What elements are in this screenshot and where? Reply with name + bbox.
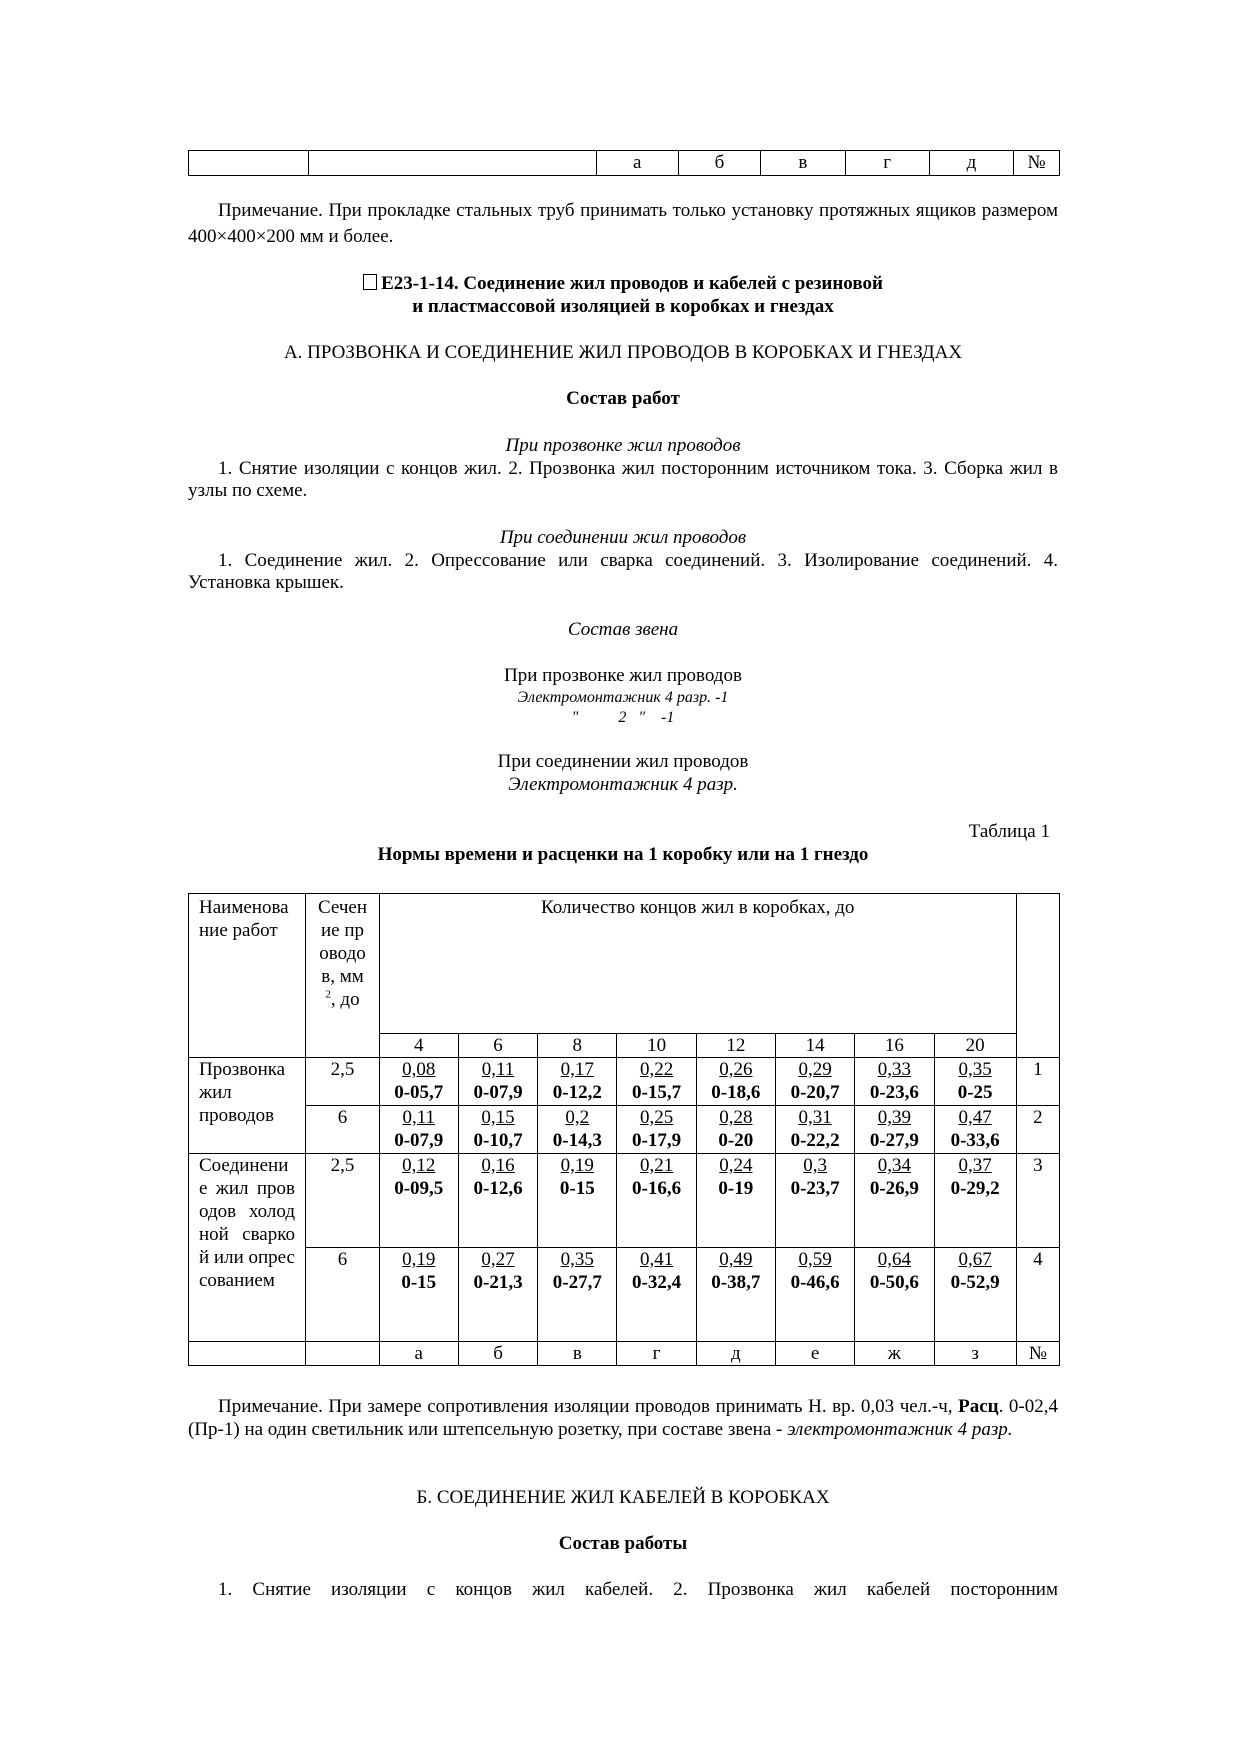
footer-cell: з xyxy=(934,1342,1016,1366)
value-cell: 0,39 0-27,9 xyxy=(855,1106,934,1154)
value-cell: 0,26 0-18,6 xyxy=(696,1058,775,1106)
value-cell: 0,24 0-19 xyxy=(696,1154,775,1248)
table-cell: в xyxy=(761,151,845,176)
table-cell: д xyxy=(929,151,1013,176)
value-cell: 0,27 0-21,3 xyxy=(458,1248,537,1342)
footer-cell xyxy=(189,1342,306,1366)
table-cell: г xyxy=(845,151,929,176)
group-name-checking: Прозвонка жил проводов xyxy=(189,1058,306,1154)
table-cell xyxy=(308,151,596,176)
crew-checking-line1: Электромонтажник 4 разр. -1 xyxy=(517,689,729,706)
table-row xyxy=(189,1248,1060,1342)
value-cell: 0,19 0-15 xyxy=(538,1154,617,1248)
crew-joining-line1: Электромонтажник 4 разр. xyxy=(508,774,738,795)
subheading-checking: При прозвонке жил проводов xyxy=(505,435,741,456)
table-cell xyxy=(189,151,309,176)
count-cell: 6 xyxy=(458,1034,537,1058)
header-count-span: Количество концов жил в коробках, до xyxy=(379,894,1016,1034)
value-cell: 0,34 0-26,9 xyxy=(855,1154,934,1248)
count-cell: 14 xyxy=(775,1034,854,1058)
value-cell: 0,29 0-20,7 xyxy=(775,1058,854,1106)
row-number-cell: 4 xyxy=(1016,1248,1059,1342)
section-cell: 2,5 xyxy=(306,1058,379,1106)
header-work-name: Наименование работ xyxy=(189,894,306,1058)
value-cell: 0,37 0-29,2 xyxy=(934,1154,1016,1248)
table-cell: б xyxy=(678,151,760,176)
section-marker-icon xyxy=(363,274,377,290)
value-cell: 0,35 0-27,7 xyxy=(538,1248,617,1342)
part-b-steps: 1. Снятие изоляции с концов жил кабелей. 2. Прозвонка жил кабелей посторонним xyxy=(218,1579,1058,1600)
note-insulation: Примечание. При замере сопротивления изоляции проводов принимать Н. вр. 0,03 чел.-ч, Расц. 0-02,4 (Пр-1) на один светильник или штепсельную розетку, при составе звена - электромонтажник 4 разр. xyxy=(188,1396,1059,1440)
value-cell: 0,08 0-05,7 xyxy=(379,1058,458,1106)
footer-cell: ж xyxy=(855,1342,934,1366)
part-b-work-heading: Состав работы xyxy=(558,1533,688,1554)
value-cell: 0,59 0-46,6 xyxy=(775,1248,854,1342)
value-cell: 0,33 0-23,6 xyxy=(855,1058,934,1106)
value-cell: 0,2 0-14,3 xyxy=(538,1106,617,1154)
value-cell: 0,19 0-15 xyxy=(379,1248,458,1342)
crew-checking-line2: " 2 " -1 xyxy=(571,709,675,726)
header-cross-section: Сечение проводов, $мм^2$, до xyxy=(306,894,379,1058)
count-cell: 20 xyxy=(934,1034,1016,1058)
value-cell: 0,16 0-12,6 xyxy=(458,1154,537,1248)
value-cell: 0,47 0-33,6 xyxy=(934,1106,1016,1154)
value-cell: 0,25 0-17,9 xyxy=(617,1106,696,1154)
table-row xyxy=(189,151,1060,176)
footer-cell: д xyxy=(696,1342,775,1366)
part-a-heading: А. ПРОЗВОНКА И СОЕДИНЕНИЕ ЖИЛ ПРОВОДОВ В КОРОБКАХ И ГНЕЗДАХ xyxy=(283,342,963,363)
norms-table xyxy=(188,893,1060,1366)
section-cell: 6 xyxy=(306,1248,379,1342)
table-title: Нормы времени и расценки на 1 коробку или на 1 гнездо xyxy=(377,844,869,865)
value-cell: 0,67 0-52,9 xyxy=(934,1248,1016,1342)
value-cell: 0,17 0-12,2 xyxy=(538,1058,617,1106)
value-cell: 0,21 0-16,6 xyxy=(617,1154,696,1248)
footer-cell: е xyxy=(775,1342,854,1366)
subheading-joining: При соединении жил проводов xyxy=(499,527,747,548)
value-cell: 0,11 0-07,9 xyxy=(379,1106,458,1154)
table-row xyxy=(189,1154,1060,1248)
table-cell: а xyxy=(596,151,678,176)
footer-cell: г xyxy=(617,1342,696,1366)
section-cell: 6 xyxy=(306,1106,379,1154)
note-steel-pipes: Примечание. При прокладке стальных труб принимать только установку протяжных ящиков размером 400×400×200 мм и более. xyxy=(188,200,1058,247)
value-cell: 0,31 0-22,2 xyxy=(775,1106,854,1154)
value-cell: 0,49 0-38,7 xyxy=(696,1248,775,1342)
crew-heading: Состав звена xyxy=(567,619,679,640)
count-cell: 12 xyxy=(696,1034,775,1058)
table-label: Таблица 1 xyxy=(968,821,1050,842)
footer-cell: № xyxy=(1016,1342,1059,1366)
steps-checking: 1. Снятие изоляции с концов жил. 2. Прозвонка жил посторонним источником тока. 3. Сборка жил в узлы по схеме. xyxy=(188,458,1058,501)
footer-cell: а xyxy=(379,1342,458,1366)
value-cell: 0,64 0-50,6 xyxy=(855,1248,934,1342)
value-cell: 0,22 0-15,7 xyxy=(617,1058,696,1106)
table-cell: № xyxy=(1014,151,1060,176)
group-name-joining: Соединение жил проводов холодной сваркой или опрессованием xyxy=(189,1154,306,1342)
value-cell: 0,15 0-10,7 xyxy=(458,1106,537,1154)
crew-checking-title: При прозвонке жил проводов xyxy=(504,665,742,686)
footer-cell xyxy=(306,1342,379,1366)
row-number-cell: 1 xyxy=(1016,1058,1059,1106)
count-cell: 10 xyxy=(617,1034,696,1058)
section-title xyxy=(188,272,1058,318)
value-cell: 0,12 0-09,5 xyxy=(379,1154,458,1248)
table-header-row xyxy=(189,894,1060,1034)
footer-cell: б xyxy=(458,1342,537,1366)
count-cell: 4 xyxy=(379,1034,458,1058)
table-row xyxy=(189,1106,1060,1154)
section-title-line2: и пластмассовой изоляцией в коробках и гнездах xyxy=(412,296,834,317)
part-b-heading: Б. СОЕДИНЕНИЕ ЖИЛ КАБЕЛЕЙ В КОРОБКАХ xyxy=(416,1487,830,1508)
header-blank xyxy=(1016,894,1059,1058)
value-cell: 0,3 0-23,7 xyxy=(775,1154,854,1248)
row-number-cell: 3 xyxy=(1016,1154,1059,1248)
count-cell: 16 xyxy=(855,1034,934,1058)
table-footer-row xyxy=(189,1342,1060,1366)
value-cell: 0,28 0-20 xyxy=(696,1106,775,1154)
crew-joining-title: При соединении жил проводов xyxy=(497,751,749,772)
value-cell: 0,35 0-25 xyxy=(934,1058,1016,1106)
previous-table-footer xyxy=(188,150,1060,176)
steps-joining: 1. Соединение жил. 2. Опрессование или сварка соединений. 3. Изолирование соединений. 4. Установка крышек. xyxy=(188,550,1058,593)
footer-cell: в xyxy=(538,1342,617,1366)
count-cell: 8 xyxy=(538,1034,617,1058)
row-number-cell: 2 xyxy=(1016,1106,1059,1154)
table-row xyxy=(189,1058,1060,1106)
value-cell: 0,11 0-07,9 xyxy=(458,1058,537,1106)
section-cell: 2,5 xyxy=(306,1154,379,1248)
value-cell: 0,41 0-32,4 xyxy=(617,1248,696,1342)
section-title-line1: Е23-1-14. Соединение жил проводов и кабелей с резиновой xyxy=(381,273,883,294)
work-composition-heading: Состав работ xyxy=(566,388,680,409)
